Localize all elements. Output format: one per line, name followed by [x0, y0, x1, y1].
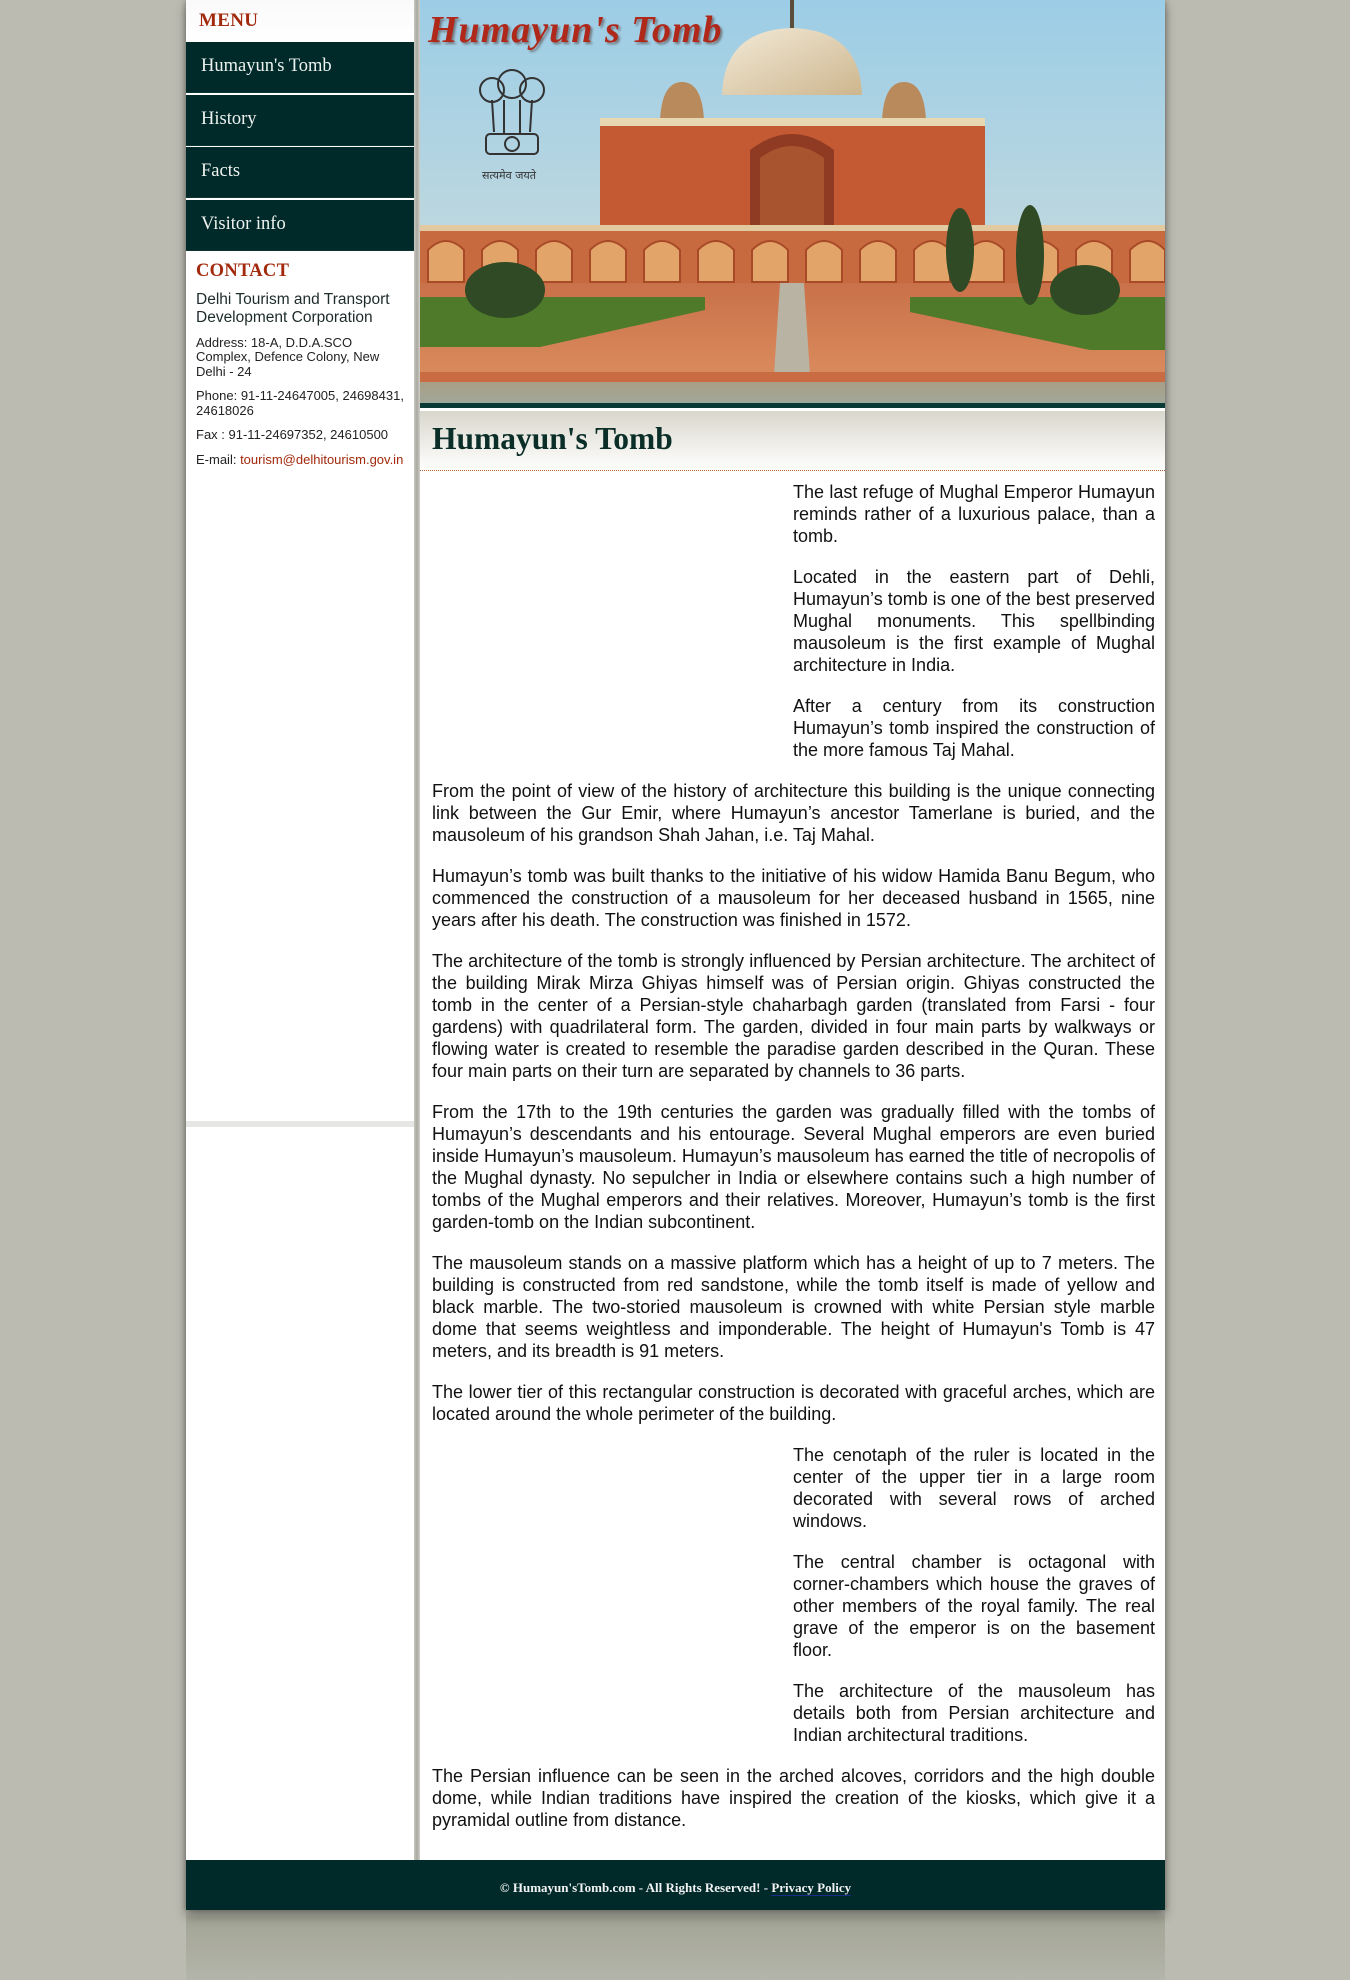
paragraph: The cenotaph of the ruler is located in the center of the upper tier in a large room decorated with several rows of arched windows. [793, 1445, 1155, 1531]
paragraph: From the 17th to the 19th centuries the garden was gradually filled with the tombs of Humayun’s descendants and his entourage. Several Mughal emperors are even buried inside Humayun’s mausoleum. Humayun’s mausoleum has earned the title of necropolis of the Mughal dynasty. No sepulcher in India or elsewhere contains such a high number of tombs of the Mughal emperors and their relatives. Moreover, Humayun’s tomb is the first garden-tomb on the Indian subcontinent. [432, 1102, 1155, 1232]
paragraph: The architecture of the mausoleum has details both from Persian architecture and Indian architectural traditions. [793, 1681, 1155, 1745]
footer [186, 1860, 1165, 1910]
contact-email-row [196, 453, 406, 468]
contact-organization: Delhi Tourism and Transport Development Corporation [196, 290, 390, 326]
float-text-block-2 [793, 1444, 1155, 1746]
menu-heading: MENU [186, 0, 414, 42]
contact-section [186, 251, 414, 468]
paragraph: The architecture of the tomb is strongly influenced by Persian architecture. The architect of the building Mirak Mirza Ghiyas himself was of Persian origin. Ghiyas constructed the tomb in the center of a Persian-style chaharbagh garden (translated from Farsi - four gardens) with quadrilateral form. The garden, divided in four main parts by walkways or flowing water is created to resemble the paradise garden described in the Quran. These four main parts on their turn are separated by channels to 36 parts. [432, 951, 1155, 1081]
paragraph: After a century from its construction Humayun’s tomb inspired the construction of the more famous Taj Mahal. [793, 696, 1155, 760]
page-container [186, 0, 1165, 1910]
menu-item-history[interactable]: History [186, 95, 414, 146]
paragraph: The mausoleum stands on a massive platform which has a height of up to 7 meters. The building is constructed from red sandstone, while the tomb itself is made of yellow and black marble. The two-storied mausoleum is crowned with white Persian style marble dome that seems weightless and imponderable. The height of Humayun's Tomb is 47 meters, and its breadth is 91 meters. [432, 1253, 1155, 1361]
contact-heading: CONTACT [196, 260, 290, 281]
title-divider [420, 470, 1165, 471]
sidebar [186, 0, 414, 1860]
paragraph: Located in the eastern part of Dehli, Humayun’s tomb is one of the best preserved Mughal monuments. This spellbinding mausoleum is the first example of Mughal architecture in India. [793, 567, 1155, 675]
main-menu [186, 42, 414, 251]
contact-email-link[interactable]: tourism@delhitourism.gov.in [240, 451, 404, 467]
menu-item-visitor-info[interactable]: Visitor info [186, 200, 414, 251]
national-emblem-icon [476, 60, 548, 165]
privacy-policy-link[interactable]: Privacy Policy [771, 1880, 852, 1895]
contact-address: Address: 18-A, D.D.A.SCO Complex, Defence Colony, New Delhi - 24 [196, 334, 380, 379]
contact-email-label: E-mail: [196, 451, 241, 467]
header-banner [420, 0, 1165, 412]
contact-phone: Phone: 91-11-24647005, 24698431, 24618026 [196, 388, 404, 418]
main-content [420, 0, 1165, 1860]
paragraph: The Persian influence can be seen in the arched alcoves, corridors and the high double dome, while Indian traditions have inspired the creation of the kiosks, which give it a pyramidal outline from distance. [432, 1766, 1155, 1830]
paragraph: The central chamber is octagonal with corner-chambers which house the graves of other members of the royal family. The real grave of the emperor is on the basement floor. [793, 1552, 1155, 1660]
article-body [432, 481, 1155, 1850]
paragraph: Humayun’s tomb was built thanks to the initiative of his widow Hamida Banu Begum, who commenced the construction of a mausoleum for her deceased husband in 1565, nine years after his death. The construction was finished in 1572. [432, 866, 1155, 930]
menu-item-facts[interactable]: Facts [186, 147, 414, 198]
menu-item-humayuns-tomb[interactable]: Humayun's Tomb [186, 42, 414, 93]
page-title: Humayun's Tomb [432, 421, 673, 456]
contact-fax: Fax : 91-11-24697352, 24610500 [196, 427, 389, 443]
paragraph: From the point of view of the history of architecture this building is the unique connecting link between the Gur Emir, where Humayun’s ancestor Tamerlane is buried, and the mausoleum of his grandson Shah Jahan, i.e. Taj Mahal. [432, 781, 1155, 845]
paragraph: The lower tier of this rectangular construction is decorated with graceful arches, which are located around the whole perimeter of the building. [432, 1382, 1155, 1424]
emblem-caption: सत्यमेव जयते [482, 169, 537, 182]
site-logo[interactable]: Humayun's Tomb [428, 9, 723, 51]
footer-copyright: © Humayun'sTomb.com - All Rights Reserved! - [499, 1880, 772, 1895]
paragraph: The last refuge of Mughal Emperor Humayun reminds rather of a luxurious palace, than a tomb. [793, 482, 1155, 546]
sidebar-divider [186, 1121, 414, 1127]
float-text-block-1 [793, 481, 1155, 761]
